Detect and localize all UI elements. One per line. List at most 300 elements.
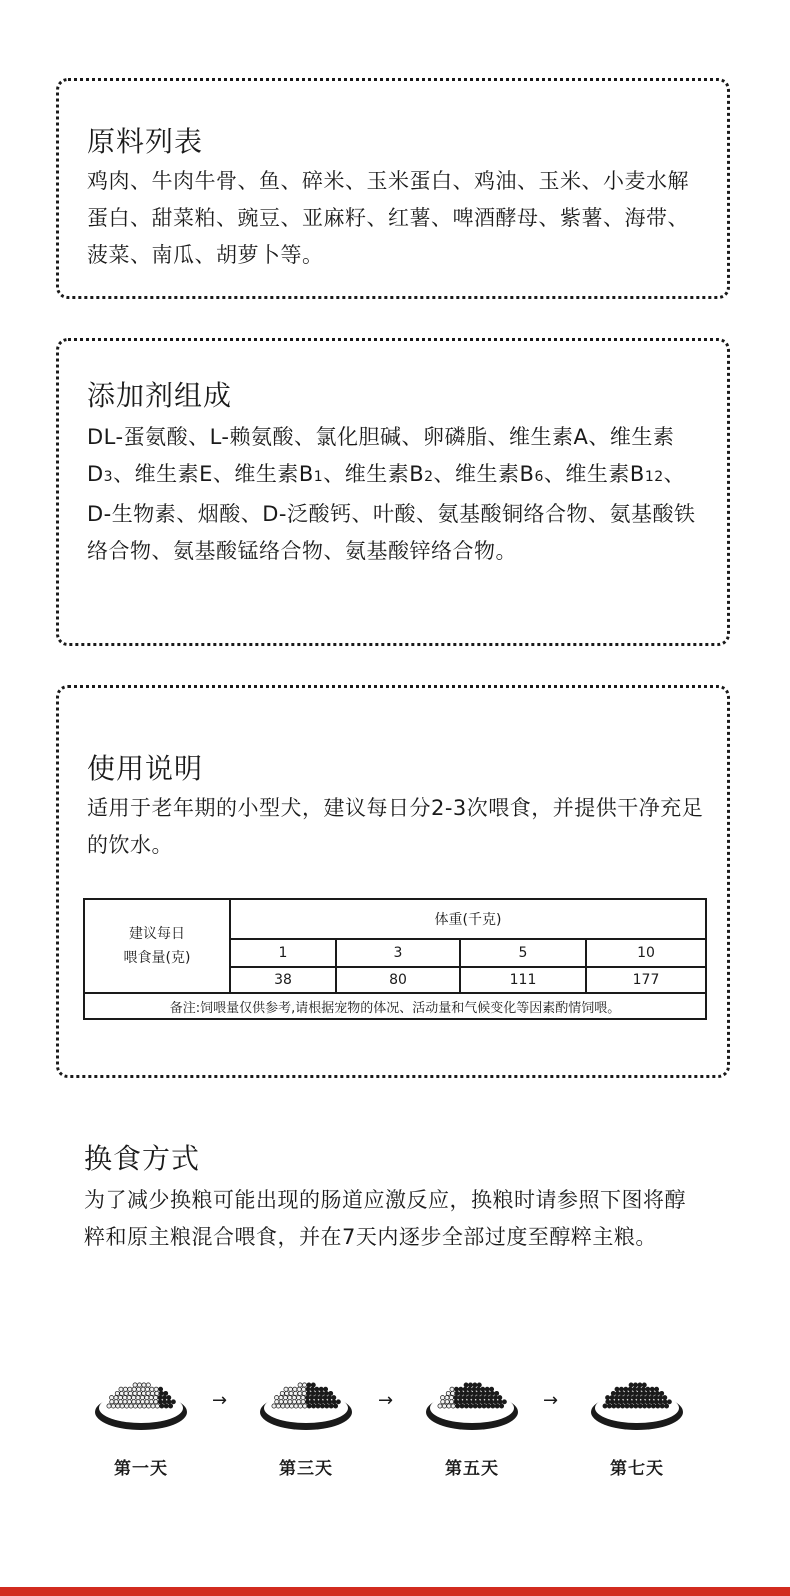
old-kibble [145,1400,149,1404]
old-kibble [137,1383,141,1387]
new-kibble [463,1396,467,1400]
new-kibble [163,1400,167,1404]
new-kibble [324,1387,328,1391]
new-kibble [655,1391,659,1395]
weight-cell: 3 [336,939,460,967]
old-kibble [288,1400,292,1404]
new-kibble [616,1391,620,1395]
old-kibble [138,1404,142,1408]
new-kibble [646,1387,650,1391]
new-kibble [638,1404,642,1408]
new-kibble [629,1391,633,1395]
new-kibble [477,1391,481,1395]
old-kibble [301,1396,305,1400]
new-kibble [638,1391,642,1395]
new-kibble [621,1404,625,1408]
old-kibble [302,1387,306,1391]
old-kibble [107,1404,111,1408]
amount-cell: 111 [460,967,586,993]
new-kibble [456,1404,460,1408]
new-kibble [619,1396,623,1400]
old-kibble [288,1396,292,1400]
old-kibble [451,1404,455,1408]
new-kibble [463,1387,467,1391]
new-kibble [463,1400,467,1404]
old-kibble [302,1391,306,1395]
new-kibble [454,1396,458,1400]
new-kibble [490,1387,494,1391]
old-kibble [279,1400,283,1404]
new-kibble [460,1404,464,1408]
new-kibble [485,1387,489,1391]
old-kibble [275,1396,279,1400]
new-kibble [498,1400,502,1404]
old-kibble [150,1387,154,1391]
new-kibble [654,1396,658,1400]
vitamin-d-subscript: 3 [103,469,114,485]
new-kibble [167,1396,171,1400]
transition-step [424,1370,520,1479]
weight-cell: 5 [460,939,586,967]
new-kibble [490,1391,494,1395]
usage-text: 适用于老年期的小型犬，建议每日分2-3次喂食，并提供干净充足的饮水。 [87,796,704,857]
new-kibble [498,1396,502,1400]
new-kibble [334,1404,338,1408]
arrow-icon: → [212,1390,228,1411]
vitamin-b6-subscript: 6 [534,469,544,485]
new-kibble [642,1383,646,1387]
old-kibble [123,1387,127,1391]
old-kibble [302,1383,306,1387]
new-kibble [314,1400,318,1404]
old-kibble [284,1387,288,1391]
new-kibble [472,1400,476,1404]
new-kibble [634,1404,638,1408]
old-kibble [127,1396,131,1400]
new-kibble [310,1387,314,1391]
new-kibble [468,1391,472,1395]
old-kibble [285,1391,289,1395]
additives-text-part: DL-蛋氨酸、L-赖氨酸、氯化胆碱、卵磷脂、维生素A、维生素D [87,425,675,486]
new-kibble [489,1396,493,1400]
old-kibble [132,1387,136,1391]
old-kibble [290,1404,294,1408]
new-kibble [642,1391,646,1395]
new-kibble [629,1383,633,1387]
additives-text-part: 、维生素B [433,462,535,486]
new-kibble [486,1391,490,1395]
transition-step [93,1370,189,1479]
new-kibble [454,1387,458,1391]
new-kibble [633,1383,637,1387]
new-kibble [624,1387,628,1391]
old-kibble [446,1391,450,1395]
old-kibble [284,1400,288,1404]
new-kibble [489,1400,493,1404]
old-kibble [123,1400,127,1404]
old-kibble [275,1400,279,1404]
new-kibble [310,1396,314,1400]
new-kibble [158,1400,162,1404]
new-kibble [306,1387,310,1391]
old-kibble [141,1387,145,1391]
new-kibble [319,1387,323,1391]
old-kibble [441,1400,445,1404]
old-kibble [133,1404,137,1408]
transition-title: 换食方式 [84,1142,201,1175]
old-kibble [145,1387,149,1391]
new-kibble [493,1396,497,1400]
old-kibble [146,1383,150,1387]
new-kibble [458,1400,462,1404]
old-kibble [450,1400,454,1404]
new-kibble [611,1391,615,1395]
new-kibble [336,1400,340,1404]
new-kibble [500,1404,504,1408]
new-kibble [606,1400,610,1404]
food-bowl-icon [424,1370,520,1432]
old-kibble [155,1404,159,1408]
old-kibble [133,1383,137,1387]
old-kibble [137,1391,141,1395]
new-kibble [646,1391,650,1395]
feeding-table [83,898,707,1020]
old-kibble [154,1400,158,1404]
new-kibble [319,1400,323,1404]
new-kibble [167,1400,171,1404]
old-kibble [285,1404,289,1408]
new-kibble [665,1404,669,1408]
old-kibble [127,1400,131,1404]
new-kibble [645,1400,649,1404]
new-kibble [325,1404,329,1408]
new-kibble [478,1404,482,1408]
old-kibble [283,1396,287,1400]
old-kibble [128,1391,132,1395]
old-kibble [140,1396,144,1400]
new-kibble [624,1391,628,1395]
feeding-note: 备注:饲喂量仅供参考,请根据宠物的体况、活动量和气候变化等因素酌情饲喂。 [84,993,706,1019]
old-kibble [129,1404,133,1408]
new-kibble [315,1387,319,1391]
new-kibble [633,1391,637,1395]
new-kibble [312,1404,316,1408]
transition-step [589,1370,685,1479]
old-kibble [155,1391,159,1395]
old-kibble [297,1396,301,1400]
new-kibble [641,1387,645,1391]
new-kibble [628,1400,632,1404]
new-kibble [628,1387,632,1391]
row-header-line1: 建议每日 [129,926,185,942]
new-kibble [659,1400,663,1404]
new-kibble [610,1396,614,1400]
old-kibble [303,1404,307,1408]
new-kibble [323,1396,327,1400]
row-header-line2: 喂食量(克) [123,950,191,966]
new-kibble [476,1396,480,1400]
new-kibble [311,1383,315,1387]
old-kibble [132,1400,136,1404]
ingredients-title: 原料列表 [87,125,204,158]
vitamin-b1-subscript: 1 [313,469,324,485]
additives-text-part: 、维生素B [323,462,425,486]
old-kibble [146,1391,150,1395]
new-kibble [314,1396,318,1400]
new-kibble [632,1400,636,1404]
old-kibble [450,1387,454,1391]
weight-cell: 1 [230,939,336,967]
new-kibble [477,1383,481,1387]
new-kibble [610,1400,614,1404]
new-kibble [159,1391,163,1395]
new-kibble [473,1391,477,1395]
new-kibble [638,1383,642,1387]
food-bowl-icon [589,1370,685,1432]
old-kibble [114,1396,118,1400]
old-kibble [142,1404,146,1408]
additives-card [56,338,730,646]
old-kibble [110,1400,114,1404]
new-kibble [481,1391,485,1395]
new-kibble [660,1391,664,1395]
new-kibble [169,1404,173,1408]
new-kibble [476,1400,480,1404]
old-kibble [151,1404,155,1408]
new-kibble [307,1404,311,1408]
vitamin-b2-subscript: 2 [424,469,434,485]
new-kibble [329,1391,333,1395]
new-kibble [319,1396,323,1400]
new-kibble [159,1387,163,1391]
new-kibble [651,1404,655,1408]
new-kibble [619,1387,623,1391]
new-kibble [633,1387,637,1391]
new-kibble [637,1387,641,1391]
new-kibble [663,1396,667,1400]
old-kibble [298,1383,302,1387]
old-kibble [276,1404,280,1408]
new-kibble [476,1387,480,1391]
old-kibble [447,1404,451,1408]
new-kibble [472,1387,476,1391]
new-kibble [459,1391,463,1395]
old-kibble [118,1396,122,1400]
new-kibble [310,1400,314,1404]
new-kibble [471,1396,475,1400]
arrow-icon: → [378,1390,394,1411]
new-kibble [632,1396,636,1400]
additives-title: 添加剂组成 [87,379,233,412]
old-kibble [147,1404,151,1408]
ingredients-card [56,78,730,299]
additives-text-part: 、D-生物素、烟酸、D-泛酸钙、叶酸、氨基酸铜络合物、氨基酸铁络合物、氨基酸锰络合物、氨基酸锌络合物。 [87,462,696,563]
new-kibble [619,1400,623,1404]
old-kibble [279,1396,283,1400]
new-kibble [486,1404,490,1408]
step-label: 第五天 [445,1459,499,1479]
new-kibble [645,1396,649,1400]
new-kibble [480,1396,484,1400]
old-kibble [119,1400,123,1404]
new-kibble [636,1396,640,1400]
new-kibble [502,1400,506,1404]
new-kibble [637,1400,641,1404]
new-kibble [616,1404,620,1408]
old-kibble [445,1400,449,1404]
old-kibble [301,1400,305,1404]
new-kibble [606,1396,610,1400]
new-kibble [651,1391,655,1395]
old-kibble [289,1391,293,1395]
new-kibble [655,1387,659,1391]
new-kibble [663,1400,667,1404]
new-kibble [641,1396,645,1400]
new-kibble [315,1391,319,1395]
old-kibble [154,1396,158,1400]
new-kibble [316,1404,320,1408]
old-kibble [293,1391,297,1395]
weight-header: 体重(千克) [230,899,706,939]
new-kibble [643,1404,647,1408]
new-kibble [464,1391,468,1395]
old-kibble [154,1387,158,1391]
old-kibble [123,1396,127,1400]
old-kibble [451,1391,455,1395]
new-kibble [328,1400,332,1404]
old-kibble [125,1404,129,1408]
new-kibble [650,1396,654,1400]
old-kibble [280,1391,284,1395]
ingredients-text: 鸡肉、牛肉牛骨、鱼、碎米、玉米蛋白、鸡油、玉米、小麦水解蛋白、甜菜粕、豌豆、亚麻籽、红薯、啤酒酵母、紫薯、海带、菠菜、南瓜、胡萝卜等。 [87,169,689,267]
old-kibble [128,1387,132,1391]
bottom-accent-bar [0,1587,790,1596]
new-kibble [641,1400,645,1404]
old-kibble [438,1404,442,1408]
usage-title: 使用说明 [87,752,204,785]
new-kibble [480,1400,484,1404]
new-kibble [468,1387,472,1391]
new-kibble [329,1404,333,1408]
old-kibble [137,1387,141,1391]
weight-cell: 10 [586,939,706,967]
new-kibble [467,1400,471,1404]
new-kibble [311,1391,315,1395]
new-kibble [473,1404,477,1408]
new-kibble [454,1400,458,1404]
new-kibble [327,1396,331,1400]
new-kibble [469,1404,473,1408]
new-kibble [482,1404,486,1408]
new-kibble [323,1400,327,1404]
new-kibble [658,1396,662,1400]
old-kibble [145,1396,149,1400]
new-kibble [481,1387,485,1391]
old-kibble [288,1387,292,1391]
amount-cell: 177 [586,967,706,993]
new-kibble [603,1404,607,1408]
step-label: 第一天 [114,1459,168,1479]
new-kibble [158,1396,162,1400]
new-kibble [164,1391,168,1395]
old-kibble [445,1396,449,1400]
new-kibble [459,1387,463,1391]
old-kibble [294,1404,298,1408]
old-kibble [441,1396,445,1400]
old-kibble [111,1404,115,1408]
new-kibble [612,1404,616,1408]
amount-cell: 38 [230,967,336,993]
step-label: 第七天 [610,1459,664,1479]
old-kibble [281,1404,285,1408]
new-kibble [307,1383,311,1387]
new-kibble [307,1391,311,1395]
new-kibble [473,1383,477,1387]
new-kibble [660,1404,664,1408]
arrow-icon: → [543,1390,559,1411]
old-kibble [292,1396,296,1400]
old-kibble [110,1396,114,1400]
old-kibble [141,1400,145,1404]
old-kibble [298,1404,302,1408]
old-kibble [297,1387,301,1391]
additives-text-part: 、维生素B [543,462,645,486]
old-kibble [292,1400,296,1404]
old-kibble [116,1404,120,1408]
new-kibble [647,1404,651,1408]
new-kibble [306,1400,310,1404]
feeding-row-header [84,899,230,993]
old-kibble [149,1400,153,1404]
new-kibble [320,1404,324,1408]
new-kibble [320,1391,324,1395]
new-kibble [464,1383,468,1387]
new-kibble [491,1404,495,1408]
transition-text: 为了减少换粮可能出现的肠道应激反应，换粮时请参照下图将醇粹和原主粮混合喂食，并在7天内逐步全部过度至醇粹主粮。 [84,1188,686,1249]
old-kibble [136,1396,140,1400]
new-kibble [162,1396,166,1400]
old-kibble [132,1396,136,1400]
old-kibble [120,1391,124,1395]
new-kibble [495,1391,499,1395]
new-kibble [629,1404,633,1408]
old-kibble [150,1391,154,1395]
new-kibble [607,1404,611,1408]
new-kibble [332,1400,336,1404]
new-kibble [656,1404,660,1408]
new-kibble [305,1396,309,1400]
new-kibble [495,1404,499,1408]
new-kibble [654,1400,658,1404]
old-kibble [142,1383,146,1387]
old-kibble [449,1396,453,1400]
new-kibble [485,1396,489,1400]
new-kibble [623,1396,627,1400]
new-kibble [458,1396,462,1400]
new-kibble [164,1404,168,1408]
old-kibble [133,1391,137,1395]
new-kibble [615,1387,619,1391]
new-kibble [667,1400,671,1404]
old-kibble [442,1404,446,1408]
additives-text [87,419,707,570]
step-label: 第三天 [279,1459,333,1479]
old-kibble [136,1400,140,1404]
old-kibble [272,1404,276,1408]
new-kibble [468,1383,472,1387]
food-bowl-icon [93,1370,189,1432]
new-kibble [615,1400,619,1404]
